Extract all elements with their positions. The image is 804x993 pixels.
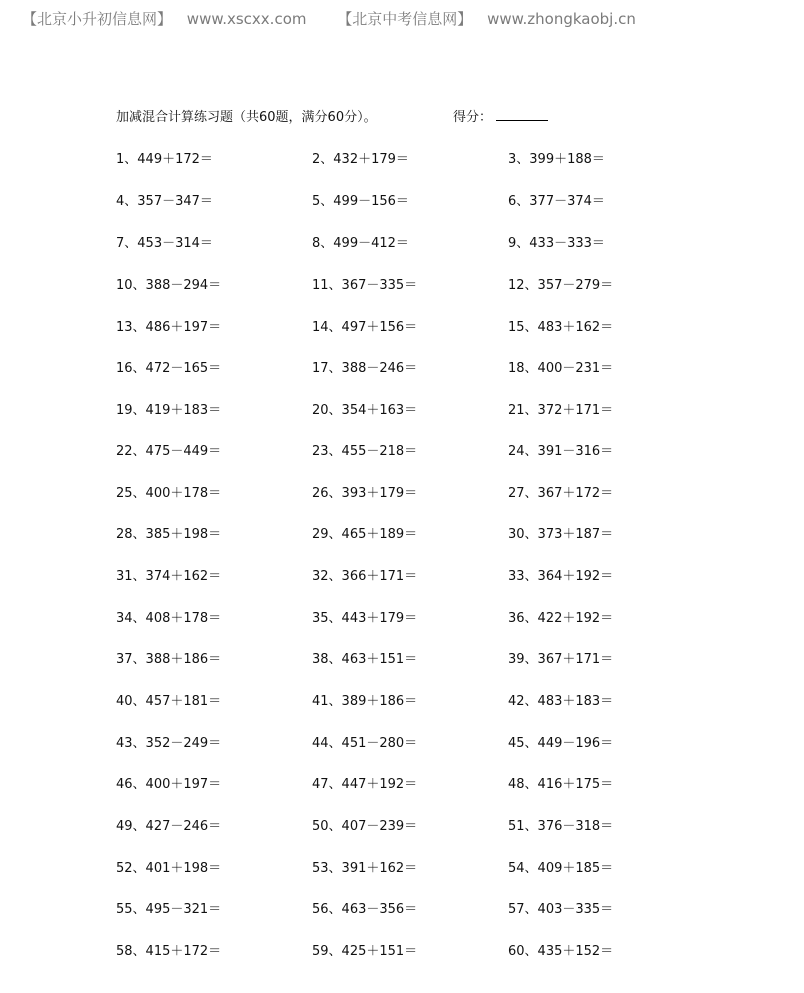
problem-item: 14、497＋156＝ [312,320,418,335]
problem-item: 23、455－218＝ [312,444,418,459]
site1-url[interactable]: www.xscxx.com [186,10,307,28]
problem-item: 11、367－335＝ [312,278,418,293]
problem-item: 37、388＋186＝ [116,652,222,667]
problem-item: 34、408＋178＝ [116,611,222,626]
problem-item: 7、453－314＝ [116,236,213,251]
problem-item: 2、432＋179＝ [312,152,409,167]
problem-item: 17、388－246＝ [312,361,418,376]
problem-item: 9、433－333＝ [508,236,605,251]
problem-item: 20、354＋163＝ [312,403,418,418]
problem-item: 53、391＋162＝ [312,861,418,876]
worksheet-title: 加减混合计算练习题（共60题，满分60分）。 [116,110,377,125]
problem-item: 35、443＋179＝ [312,611,418,626]
problem-item: 54、409＋185＝ [508,861,614,876]
problem-item: 3、399＋188＝ [508,152,605,167]
problem-item: 1、449＋172＝ [116,152,213,167]
problem-item: 36、422＋192＝ [508,611,614,626]
problem-item: 55、495－321＝ [116,902,222,917]
problem-item: 30、373＋187＝ [508,527,614,542]
problem-item: 59、425＋151＝ [312,944,418,959]
problem-item: 31、374＋162＝ [116,569,222,584]
problem-item: 49、427－246＝ [116,819,222,834]
problem-item: 19、419＋183＝ [116,403,222,418]
score-blank [496,109,548,121]
problem-item: 42、483＋183＝ [508,694,614,709]
problem-item: 21、372＋171＝ [508,403,614,418]
problem-item: 43、352－249＝ [116,736,222,751]
problem-item: 50、407－239＝ [312,819,418,834]
problem-item: 56、463－356＝ [312,902,418,917]
problem-item: 8、499－412＝ [312,236,409,251]
problem-item: 40、457＋181＝ [116,694,222,709]
site2-name: 【北京中考信息网】 [337,10,473,28]
problem-item: 28、385＋198＝ [116,527,222,542]
problem-item: 4、357－347＝ [116,194,213,209]
problem-item: 24、391－316＝ [508,444,614,459]
problem-item: 46、400＋197＝ [116,777,222,792]
problem-item: 18、400－231＝ [508,361,614,376]
problem-item: 33、364＋192＝ [508,569,614,584]
problem-item: 12、357－279＝ [508,278,614,293]
problem-item: 45、449－196＝ [508,736,614,751]
problem-item: 60、435＋152＝ [508,944,614,959]
problem-item: 58、415＋172＝ [116,944,222,959]
problem-item: 38、463＋151＝ [312,652,418,667]
problem-item: 5、499－156＝ [312,194,409,209]
problem-item: 57、403－335＝ [508,902,614,917]
problem-item: 10、388－294＝ [116,278,222,293]
problem-item: 15、483＋162＝ [508,320,614,335]
problem-item: 48、416＋175＝ [508,777,614,792]
problem-item: 29、465＋189＝ [312,527,418,542]
problem-item: 26、393＋179＝ [312,486,418,501]
problem-item: 22、475－449＝ [116,444,222,459]
problem-item: 6、377－374＝ [508,194,605,209]
page-header [22,8,636,29]
problem-item: 52、401＋198＝ [116,861,222,876]
site2-url[interactable]: www.zhongkaobj.cn [487,10,636,28]
problem-item: 27、367＋172＝ [508,486,614,501]
problem-item: 16、472－165＝ [116,361,222,376]
score-area [453,106,548,125]
score-label: 得分： [453,110,493,125]
problem-item: 39、367＋171＝ [508,652,614,667]
problem-item: 13、486＋197＝ [116,320,222,335]
problem-item: 41、389＋186＝ [312,694,418,709]
problem-item: 47、447＋192＝ [312,777,418,792]
problem-item: 44、451－280＝ [312,736,418,751]
problem-item: 51、376－318＝ [508,819,614,834]
problem-item: 25、400＋178＝ [116,486,222,501]
worksheet-title-row [116,106,493,125]
problem-item: 32、366＋171＝ [312,569,418,584]
site1-name: 【北京小升初信息网】 [22,10,173,28]
